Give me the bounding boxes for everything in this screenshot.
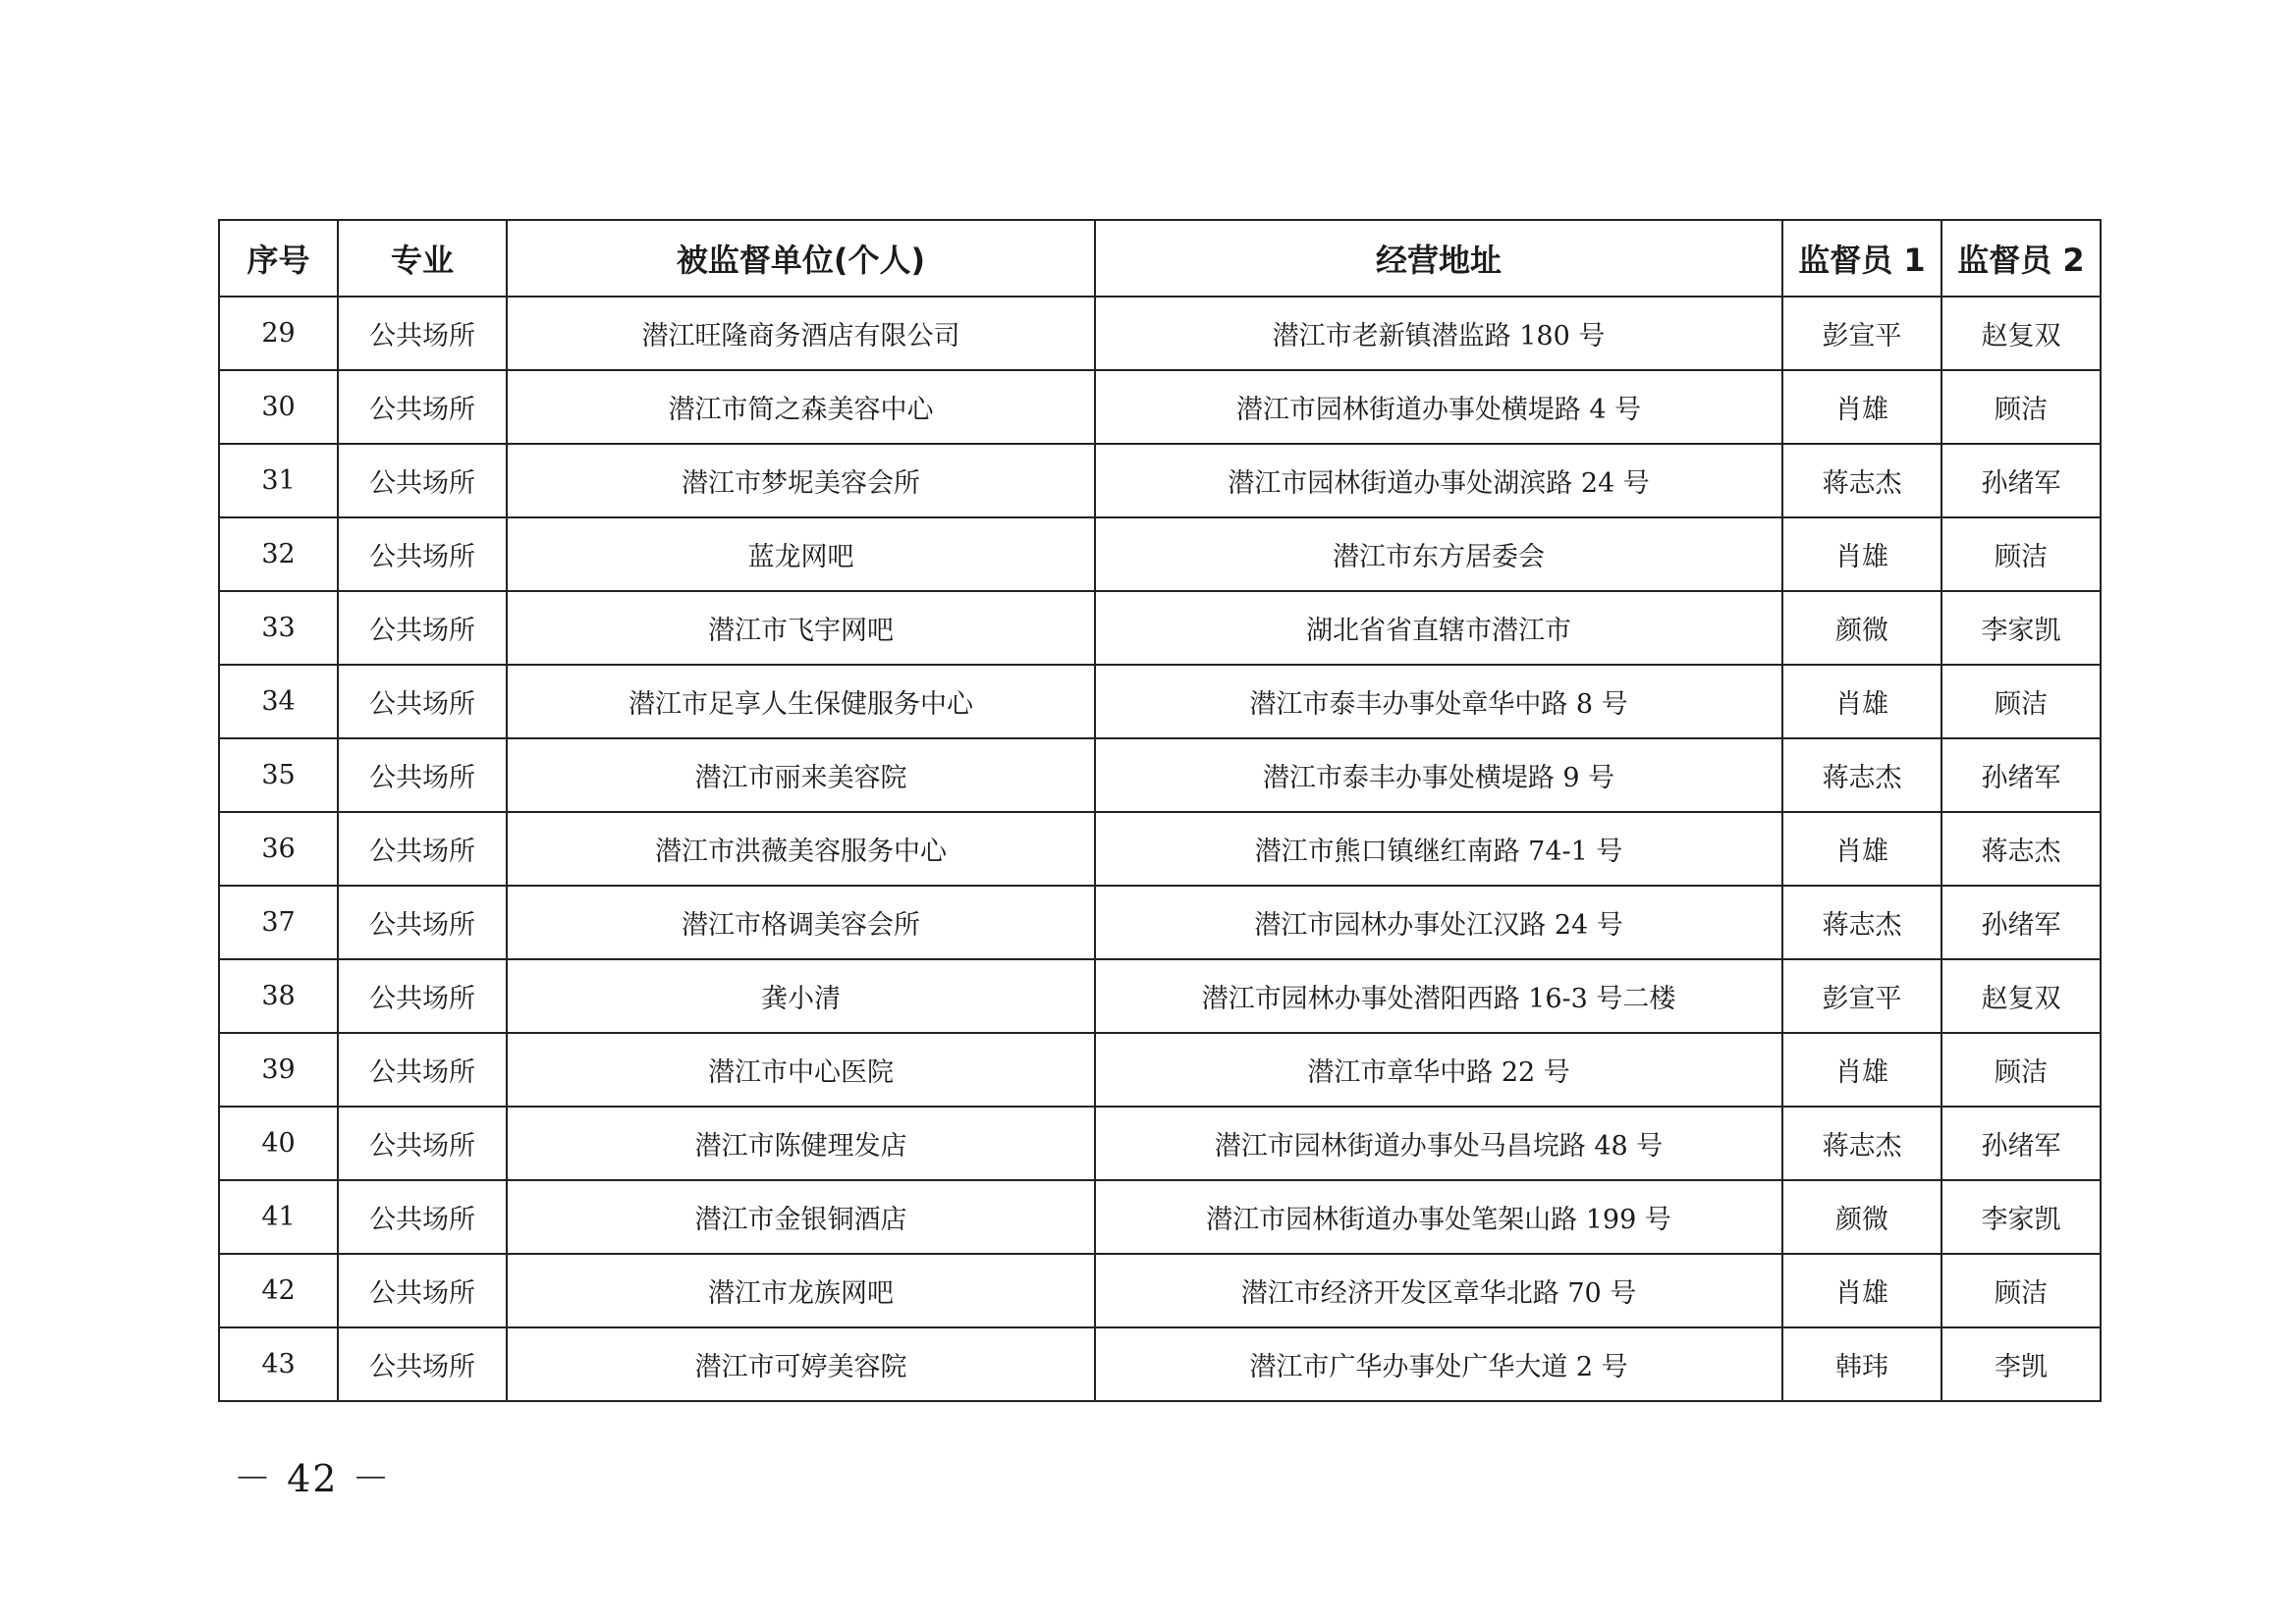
- cell-serial: 33: [219, 591, 338, 665]
- cell-serial: 31: [219, 444, 338, 517]
- cell-supervised-unit: 潜江市可婷美容院: [507, 1327, 1095, 1401]
- cell-supervisor-1: 彭宣平: [1782, 297, 1941, 370]
- cell-supervisor-1: 蒋志杰: [1782, 886, 1941, 959]
- cell-business-address: 潜江市章华中路 22 号: [1095, 1033, 1782, 1107]
- cell-supervisor-1: 肖雄: [1782, 812, 1941, 886]
- cell-supervisor-1: 肖雄: [1782, 1033, 1941, 1107]
- header-supervisor-2: 监督员 2: [1941, 220, 2101, 297]
- table-row: [219, 1107, 2101, 1180]
- cell-supervisor-2: 李家凯: [1941, 591, 2101, 665]
- cell-supervisor-2: 孙绪军: [1941, 444, 2101, 517]
- table-row: [219, 959, 2101, 1033]
- cell-supervisor-1: 肖雄: [1782, 517, 1941, 591]
- table-row: [219, 444, 2101, 517]
- table-row: [219, 1254, 2101, 1327]
- cell-supervised-unit: 潜江市陈健理发店: [507, 1107, 1095, 1180]
- table-row: [219, 591, 2101, 665]
- cell-specialty: 公共场所: [338, 959, 507, 1033]
- cell-specialty: 公共场所: [338, 812, 507, 886]
- cell-supervisor-1: 彭宣平: [1782, 959, 1941, 1033]
- cell-business-address: 潜江市园林街道办事处湖滨路 24 号: [1095, 444, 1782, 517]
- table-row: [219, 1327, 2101, 1401]
- cell-serial: 37: [219, 886, 338, 959]
- cell-supervisor-2: 顾洁: [1941, 665, 2101, 738]
- cell-business-address: 潜江市熊口镇继红南路 74-1 号: [1095, 812, 1782, 886]
- cell-supervised-unit: 潜江市中心医院: [507, 1033, 1095, 1107]
- cell-supervised-unit: 潜江市金银铜酒店: [507, 1180, 1095, 1254]
- cell-supervised-unit: 潜江市飞宇网吧: [507, 591, 1095, 665]
- table-header: [219, 220, 2101, 297]
- cell-supervisor-2: 赵复双: [1941, 959, 2101, 1033]
- cell-serial: 42: [219, 1254, 338, 1327]
- cell-supervisor-1: 蒋志杰: [1782, 738, 1941, 812]
- cell-business-address: 潜江市泰丰办事处章华中路 8 号: [1095, 665, 1782, 738]
- cell-serial: 35: [219, 738, 338, 812]
- cell-serial: 41: [219, 1180, 338, 1254]
- cell-serial: 43: [219, 1327, 338, 1401]
- cell-supervisor-2: 孙绪军: [1941, 1107, 2101, 1180]
- cell-supervisor-1: 蒋志杰: [1782, 1107, 1941, 1180]
- cell-business-address: 潜江市广华办事处广华大道 2 号: [1095, 1327, 1782, 1401]
- cell-specialty: 公共场所: [338, 444, 507, 517]
- cell-serial: 38: [219, 959, 338, 1033]
- table-row: [219, 812, 2101, 886]
- cell-supervisor-2: 蒋志杰: [1941, 812, 2101, 886]
- cell-supervisor-1: 肖雄: [1782, 370, 1941, 444]
- table-row: [219, 886, 2101, 959]
- cell-supervisor-2: 孙绪军: [1941, 738, 2101, 812]
- cell-supervised-unit: 龚小清: [507, 959, 1095, 1033]
- table-body: [219, 297, 2101, 1401]
- cell-specialty: 公共场所: [338, 370, 507, 444]
- header-supervisor-1: 监督员 1: [1782, 220, 1941, 297]
- cell-supervisor-1: 肖雄: [1782, 665, 1941, 738]
- supervision-table: [218, 219, 2102, 1402]
- table-row: [219, 370, 2101, 444]
- cell-supervised-unit: 潜江市洪薇美容服务中心: [507, 812, 1095, 886]
- cell-supervisor-2: 顾洁: [1941, 1033, 2101, 1107]
- cell-supervisor-2: 顾洁: [1941, 370, 2101, 444]
- cell-specialty: 公共场所: [338, 1327, 507, 1401]
- cell-business-address: 湖北省省直辖市潜江市: [1095, 591, 1782, 665]
- header-row: [219, 220, 2101, 297]
- cell-specialty: 公共场所: [338, 1254, 507, 1327]
- header-business-address: 经营地址: [1095, 220, 1782, 297]
- cell-supervisor-1: 韩玮: [1782, 1327, 1941, 1401]
- cell-supervised-unit: 潜江市格调美容会所: [507, 886, 1095, 959]
- cell-specialty: 公共场所: [338, 591, 507, 665]
- cell-supervisor-1: 颜微: [1782, 591, 1941, 665]
- cell-supervised-unit: 潜江旺隆商务酒店有限公司: [507, 297, 1095, 370]
- cell-specialty: 公共场所: [338, 297, 507, 370]
- cell-supervised-unit: 蓝龙网吧: [507, 517, 1095, 591]
- cell-supervised-unit: 潜江市龙族网吧: [507, 1254, 1095, 1327]
- cell-supervisor-2: 李家凯: [1941, 1180, 2101, 1254]
- cell-supervisor-1: 颜微: [1782, 1180, 1941, 1254]
- cell-supervisor-2: 顾洁: [1941, 517, 2101, 591]
- cell-business-address: 潜江市泰丰办事处横堤路 9 号: [1095, 738, 1782, 812]
- cell-business-address: 潜江市东方居委会: [1095, 517, 1782, 591]
- table-row: [219, 1033, 2101, 1107]
- cell-business-address: 潜江市园林办事处江汉路 24 号: [1095, 886, 1782, 959]
- cell-specialty: 公共场所: [338, 886, 507, 959]
- cell-supervised-unit: 潜江市简之森美容中心: [507, 370, 1095, 444]
- cell-supervisor-2: 顾洁: [1941, 1254, 2101, 1327]
- cell-specialty: 公共场所: [338, 1033, 507, 1107]
- cell-business-address: 潜江市老新镇潜监路 180 号: [1095, 297, 1782, 370]
- cell-serial: 29: [219, 297, 338, 370]
- page-number: － 42 －: [234, 1457, 392, 1500]
- cell-specialty: 公共场所: [338, 1107, 507, 1180]
- cell-business-address: 潜江市经济开发区章华北路 70 号: [1095, 1254, 1782, 1327]
- cell-serial: 34: [219, 665, 338, 738]
- header-supervised-unit: 被监督单位(个人): [507, 220, 1095, 297]
- table-row: [219, 517, 2101, 591]
- cell-business-address: 潜江市园林办事处潜阳西路 16-3 号二楼: [1095, 959, 1782, 1033]
- cell-business-address: 潜江市园林街道办事处横堤路 4 号: [1095, 370, 1782, 444]
- table-row: [219, 665, 2101, 738]
- cell-serial: 39: [219, 1033, 338, 1107]
- table-row: [219, 297, 2101, 370]
- cell-specialty: 公共场所: [338, 1180, 507, 1254]
- cell-supervisor-2: 李凯: [1941, 1327, 2101, 1401]
- cell-supervised-unit: 潜江市梦坭美容会所: [507, 444, 1095, 517]
- cell-serial: 40: [219, 1107, 338, 1180]
- cell-specialty: 公共场所: [338, 738, 507, 812]
- cell-supervisor-2: 孙绪军: [1941, 886, 2101, 959]
- cell-specialty: 公共场所: [338, 517, 507, 591]
- cell-business-address: 潜江市园林街道办事处马昌垸路 48 号: [1095, 1107, 1782, 1180]
- header-specialty: 专业: [338, 220, 507, 297]
- cell-supervised-unit: 潜江市足享人生保健服务中心: [507, 665, 1095, 738]
- cell-business-address: 潜江市园林街道办事处笔架山路 199 号: [1095, 1180, 1782, 1254]
- cell-supervisor-1: 肖雄: [1782, 1254, 1941, 1327]
- cell-serial: 36: [219, 812, 338, 886]
- cell-specialty: 公共场所: [338, 665, 507, 738]
- cell-supervisor-1: 蒋志杰: [1782, 444, 1941, 517]
- cell-supervisor-2: 赵复双: [1941, 297, 2101, 370]
- cell-serial: 30: [219, 370, 338, 444]
- cell-supervised-unit: 潜江市丽来美容院: [507, 738, 1095, 812]
- table-row: [219, 1180, 2101, 1254]
- table-row: [219, 738, 2101, 812]
- cell-serial: 32: [219, 517, 338, 591]
- header-serial: 序号: [219, 220, 338, 297]
